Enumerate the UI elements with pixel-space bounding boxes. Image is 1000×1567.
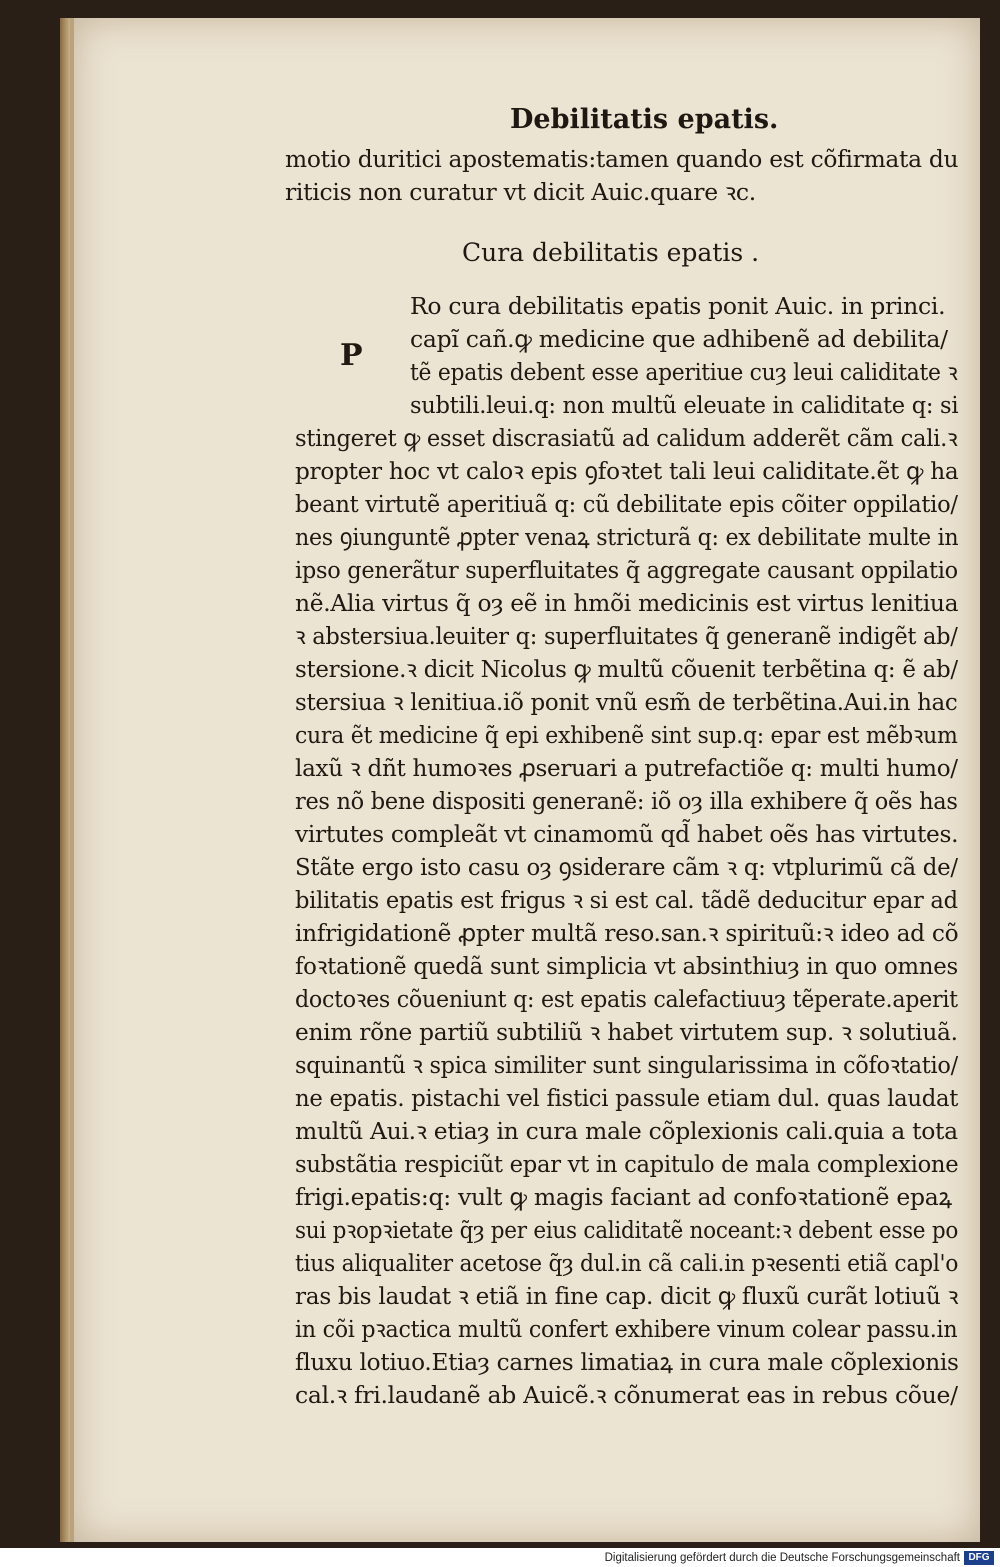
text-line: subtili.leui.q: non multũ eleuate in caliditate q: si [410,391,959,419]
text-line: nes ꝯiunguntẽ ꝓpter venaꝝ stricturã q: ex debilitate multe in [295,523,959,551]
text-line: riticis non curatur vt dicit Auic.quare ꝛc. [285,178,756,206]
text-line: ras bis laudat ꝛ etiã in fine cap. dicit ꝙ fluxũ curãt lotiuũ ꝛ [295,1282,959,1310]
text-line: tius aliqualiter acetose q̃ȝ dul.in cã cali.in pꝛesenti etiã capl'o [295,1249,959,1277]
text-line: motio duritici apostematis:tamen quando est cõfirmata du [285,145,959,173]
page-gutter [60,18,70,1542]
text-line: stersiua ꝛ lenitiua.iõ ponit vnũ esm̃ de terbẽtina.Aui.in hac [295,688,958,716]
text-line: frigi.epatis:q: vult ꝙ magis faciant ad confoꝛtationẽ epaꝝ [295,1183,952,1211]
text-line: sui pꝛopꝛietate q̃ȝ per eius caliditatẽ noceant:ꝛ debent esse po [295,1216,959,1244]
text-line: in cõi pꝛactica multũ confert exhibere vinum colear passu.in [295,1315,958,1343]
text-line: beant virtutẽ aperitiuã q: cũ debilitate epis cõiter oppilatio/ [295,490,958,518]
text-line: Stãte ergo isto casu oȝ ꝯsiderare cãm ꝛ q: vtplurimũ cã de/ [295,853,958,881]
text-line: infrigidationẽ ꝓpter multã reso.san.ꝛ spirituũ:ꝛ ideo ad cõ [295,919,959,947]
text-line: Ro cura debilitatis epatis ponit Auic. in princi. [410,292,946,320]
text-line: bilitatis epatis est frigus ꝛ si est cal. tãdẽ deducitur epar ad [295,886,958,914]
text-line: ne epatis. pistachi vel fistici passule etiam dul. quas laudat [295,1084,959,1112]
text-line: multũ Aui.ꝛ etiaȝ in cura male cõplexionis cali.quia a tota [295,1117,958,1145]
text-line: tẽ epatis debent esse aperitiue cuȝ leui caliditate ꝛ [410,358,958,386]
text-line: nẽ.Alia virtus q̃ oȝ eẽ in hmõi medicinis est virtus lenitiua [295,589,959,617]
text-line: propter hoc vt caloꝛ epis ꝯfoꝛtet tali leui caliditate.ẽt ꝙ ha [295,457,959,485]
dfg-logo: DFG [964,1551,994,1565]
text-line: res nõ bene dispositi generanẽ: iõ oȝ illa exhibere q̃ oẽs has [295,787,958,815]
text-line: enim rõne partiũ subtiliũ ꝛ habet virtutem sup. ꝛ solutiuã. [295,1018,958,1046]
section-heading: Cura debilitatis epatis . [462,238,760,267]
text-line: ipso generãtur superfluitates q̃ aggregate causant oppilatio [295,556,958,584]
text-line: capĩ cañ.ꝙ medicine que adhibenẽ ad debilita/ [410,325,948,353]
initial-letter: P [340,338,363,373]
text-line: ꝛ abstersiua.leuiter q: superfluitates q̃ generanẽ indigẽt ab/ [295,622,958,650]
text-line: squinantũ ꝛ spica similiter sunt singularissima in cõfoꝛtatio/ [295,1051,958,1079]
text-line: cura ẽt medicine q̃ epi exhibenẽ sint sup.q: epar est mẽbꝛum [295,721,958,749]
running-head: Debilitatis epatis. [510,104,779,135]
text-line: cal.ꝛ fri.laudanẽ ab Auicẽ.ꝛ cõnumerat eas in rebus cõue/ [295,1381,958,1409]
text-line: virtutes compleãt vt cinamomũ qd̃ habet oẽs has virtutes. [295,820,959,848]
text-line: doctoꝛes cõueniunt q: est epatis calefactiuuȝ tẽperate.aperit [295,985,958,1013]
text-line: laxũ ꝛ dñt humoꝛes ꝓseruari a putrefactiõe q: multi humo/ [295,754,958,782]
funding-credit: Digitalisierung gefördert durch die Deutsche Forschungsgemeinschaft [604,1552,960,1564]
text-line: stingeret ꝙ esset discrasiatũ ad calidum adderẽt cãm cali.ꝛ [295,424,958,452]
text-line: substãtia respiciũt epar vt in capitulo de mala complexione [295,1150,959,1178]
text-line: stersione.ꝛ dicit Nicolus ꝙ multũ cõuenit terbẽtina q: ẽ ab/ [295,655,958,683]
text-line: fluxu lotiuo.Etiaȝ carnes limatiaꝝ in cura male cõplexionis [295,1348,959,1376]
text-line: foꝛtationẽ quedã sunt simplicia vt absinthiuȝ in quo omnes [295,952,958,980]
